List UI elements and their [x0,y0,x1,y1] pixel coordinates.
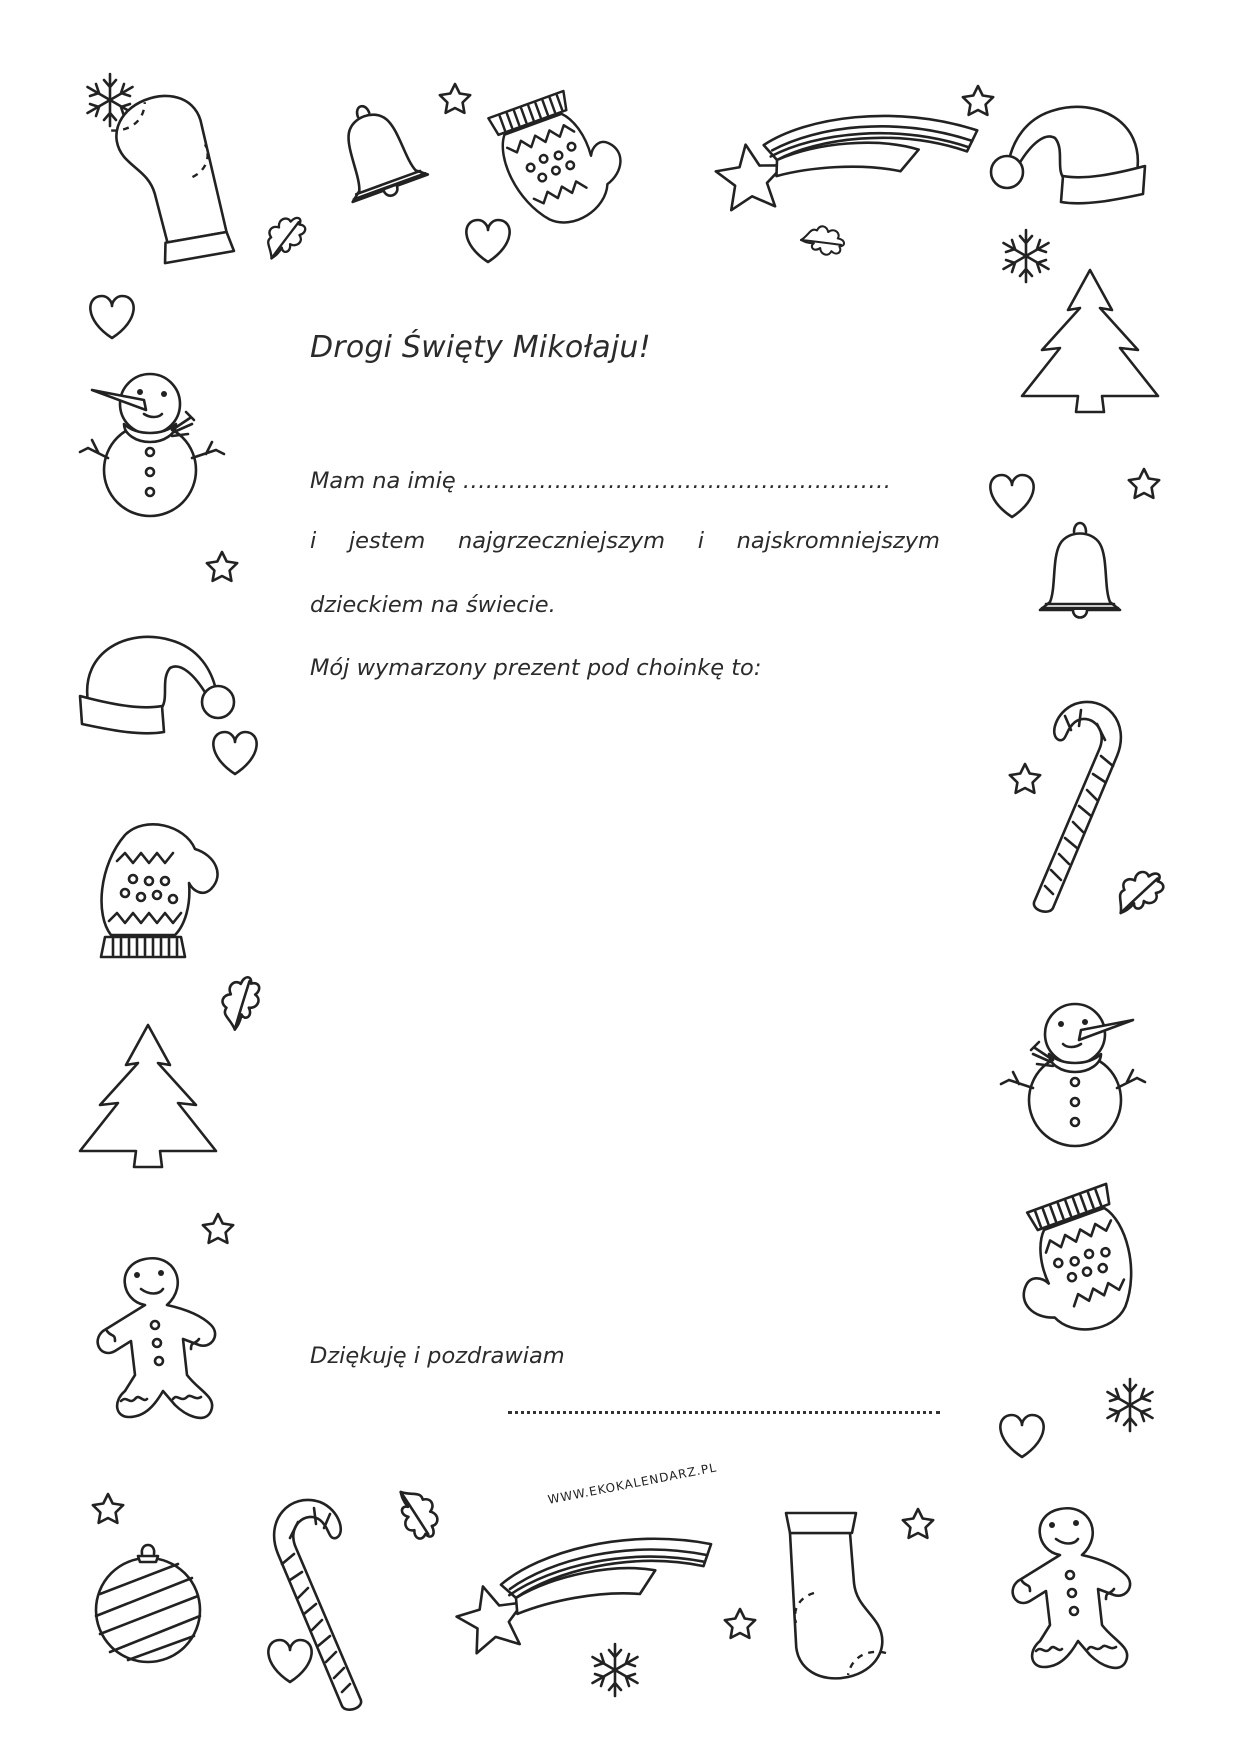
heart-icon [466,220,509,262]
snowman-icon [1001,1004,1145,1146]
christmas-tree-icon [80,1025,216,1167]
star-icon [963,86,993,115]
heart-icon [90,296,133,338]
mitten-icon [997,1184,1152,1349]
website-label: WWW.EKOKALENDARZ.PL [546,1460,719,1507]
holly-leaf-icon [801,226,844,254]
star-icon [725,1609,755,1638]
bell-icon [1040,523,1120,618]
heart-icon [990,475,1033,517]
line-word: jestem [348,528,426,554]
shooting-star-icon [448,1521,723,1656]
gift-prompt: Mój wymarzony prezent pod choinkę to: [310,655,762,681]
bell-icon [323,93,430,209]
line-word: i [697,528,704,554]
santa-hat-icon [991,107,1145,203]
snowflake-icon [593,1644,638,1696]
holly-leaf-icon [1108,861,1170,925]
signature-line [508,1411,940,1414]
line-word: najgrzeczniejszym [457,528,666,554]
snowflake-icon [1004,230,1049,282]
holly-leaf-icon [258,209,310,267]
star-icon [1129,469,1159,498]
star-icon [203,1214,233,1243]
heart-icon [1000,1415,1043,1457]
star-icon [903,1509,933,1538]
mitten-icon [488,80,635,236]
ornament-ball-icon [96,1545,200,1662]
world-line: dzieckiem na świecie. [310,592,556,618]
star-icon [93,1494,123,1523]
gingerbread-man-icon [98,1258,215,1418]
shooting-star-icon [712,107,982,211]
snowflake-icon [1108,1379,1153,1431]
name-label: Mam na imię [310,468,463,494]
mitten-icon [101,824,218,957]
stocking-icon [107,88,234,268]
letter-title: Drogi Święty Mikołaju! [310,330,651,365]
goodness-line [310,528,940,554]
santa-hat-icon [80,637,234,733]
name-dots: ........................................................ [462,468,892,494]
closing-text: Dziękuję i pozdrawiam [310,1343,565,1369]
holly-leaf-icon [387,1481,449,1545]
holly-leaf-icon [218,974,262,1033]
heart-icon [213,732,256,774]
star-icon [440,84,470,113]
stocking-icon [786,1513,886,1678]
heart-icon [268,1640,311,1682]
snowman-icon [80,374,224,516]
star-icon [207,552,237,581]
line-word: i [310,528,317,554]
star-icon [1010,764,1040,793]
line-word: najskromniejszym [736,528,940,554]
christmas-tree-icon [1022,270,1158,412]
name-line [310,468,891,494]
gingerbread-man-icon [1013,1508,1130,1668]
candy-cane-icon [1034,702,1121,912]
